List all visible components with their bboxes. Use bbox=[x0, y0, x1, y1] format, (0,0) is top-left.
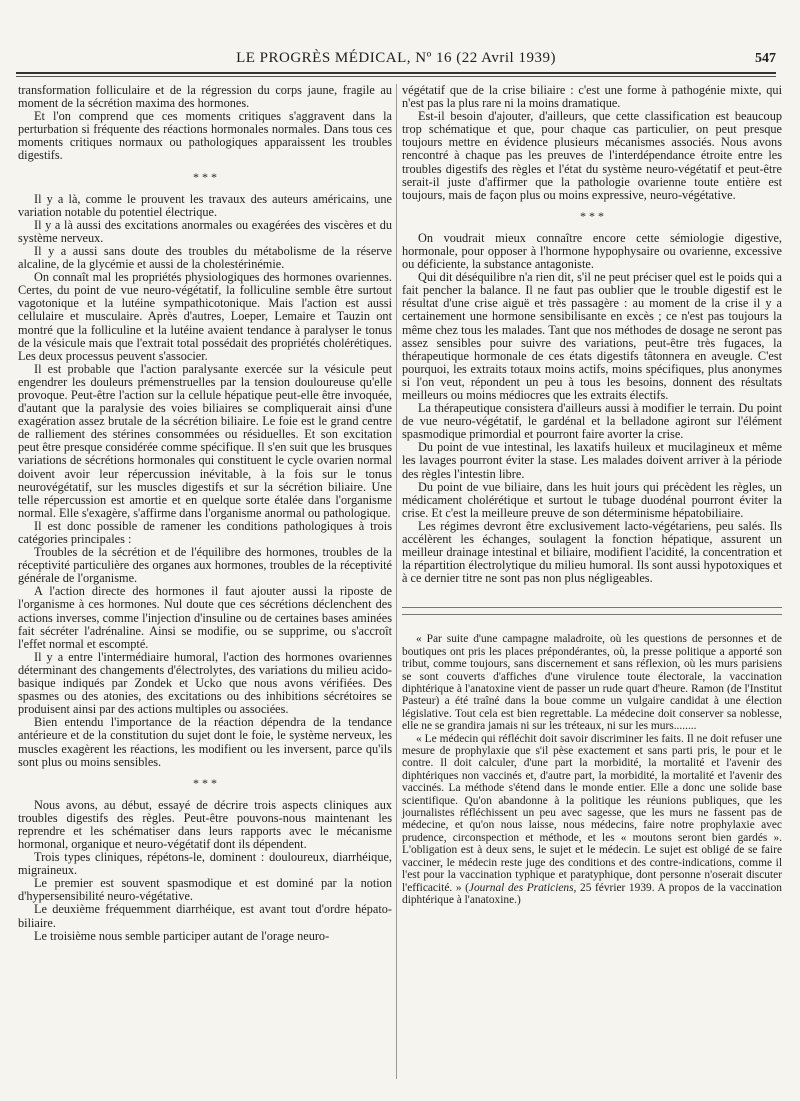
paragraph: Et l'on comprend que ces moments critiques s'aggravent dans la perturbation si fréquente des réactions hormonales normales. Dans tous ces moments critiques normaux ou pathologiques apparaissent les troubles digestifs. bbox=[18, 109, 392, 163]
quote-paragraph: « Par suite d'une campagne maladroite, où les questions de personnes et de boutiques ont pris les places prépondérantes, où, la presse politique a apporté son tribut, comme toujours, sans discernement et sans réflexion, où les murs parisiens se sont couverts d'affiches d'une virulence toute électorale, la vaccination diphtérique à l'anatoxine vient de passer un rude quart d'heure. Ramon (de l'Institut Pasteur) a été traîné dans la boue comme un vulgaire candidat à une élection législative. Tout cela est bien regrettable. La médecine doit conserver sa noblesse, elle ne se grandira jamais ni sur les tréteaux, ni sur les murs........ bbox=[402, 633, 782, 733]
paragraph: Du point de vue intestinal, les laxatifs huileux et mucilagineux et même les lavages pourront éviter la stase. Les malades doivent arriver à la période des règles l'intestin libre. bbox=[402, 440, 782, 481]
page-header bbox=[16, 50, 776, 74]
right-column bbox=[402, 84, 782, 906]
header-rule-thick bbox=[16, 72, 776, 74]
paragraph: Bien entendu l'importance de la réaction dépendra de la tendance antérieure et de la constitution du sujet dont le foie, le système nerveux, les muscles exagèrent les réactions, les modifient ou les inversent, parce qu'ils sont plus ou moins sensibles. bbox=[18, 715, 392, 769]
quote-text-end: , 25 février 1939. A propos de la vaccination diphtérique à l'anatoxine.) bbox=[402, 881, 782, 906]
paragraph: Le premier est souvent spasmodique et est dominé par la notion d'hypersensibilité neuro-végétative. bbox=[18, 876, 392, 904]
column-divider bbox=[396, 84, 397, 1079]
paragraph: Le troisième nous semble participer autant de l'orage neuro- bbox=[34, 928, 330, 943]
quote-source: Journal des Praticiens bbox=[468, 881, 574, 894]
section-separator-stars: * * * bbox=[193, 169, 217, 184]
paragraph: Il y a entre l'intermédiaire humoral, l'action des hormones ovariennes déterminant des changements d'électrolytes, des variations du milieu acido-basique indiqués par Zondek et Ucko que nous avons vérifiées. Des spasmes ou des atonies, des excitations ou des inhibitions sécrétoires se produisent ainsi par des actions multiples ou associées. bbox=[18, 649, 392, 717]
paragraph: Du point de vue biliaire, dans les huit jours qui précèdent les règles, un médicament cholérétique et surtout le tubage duodénal pourront éviter la crise. Et c'est la meilleure preuve de son déterminisme hépatobiliaire. bbox=[402, 479, 782, 520]
paragraph: Les régimes devront être exclusivement lacto-végétariens, peu salés. Ils accélèrent les échanges, soulagent la fonction hépatique, assurent un meilleur drainage intestinal et biliaire, modifient l'acidité, la concentration et la répartition électrolytique du milieu humoral. Ils sont aussi hypotoxiques et à ce dernier titre ne sont pas non plus négligeables. bbox=[402, 518, 782, 586]
paragraph: La thérapeutique consistera d'ailleurs aussi à modifier le terrain. Du point de vue neuro-végétatif, le gardénal et la belladone agiront sur l'élément spasmodique primordial et pourront faire avorter la crise. bbox=[402, 401, 782, 442]
page-number: 547 bbox=[755, 51, 776, 66]
paragraph: transformation folliculaire et de la régression du corps jaune, fragile au moment de la sécrétion maxima des hormones. bbox=[18, 83, 392, 111]
paragraph: A l'action directe des hormones il faut ajouter aussi la riposte de l'organisme à ces hormones. Nul doute que ces sécrétions déclenchent des actions inverses, comme l'injection d'insuline ou de certaines bases aminées fait sécréter l'adrénaline. Ainsi se modifie, ou se supprime, ou s'accroît l'effet normal et escompté. bbox=[18, 584, 392, 651]
paragraph: On voudrait mieux connaître encore cette sémiologie digestive, hormonale, pour opposer à l'hormone hypophysaire ou ovarienne, excessive ou déficiente, la substance antagoniste. bbox=[402, 230, 782, 272]
paragraph: Le deuxième fréquemment diarrhéique, est avant tout d'ordre hépato-biliaire. bbox=[18, 902, 392, 930]
section-separator-stars: * * * bbox=[193, 775, 217, 790]
paragraph: Il est probable que l'action paralysante exercée sur la vésicule peut engendrer les douleurs prémenstruelles par la tension douloureuse qu'elle provoque. Peut-être l'action sur la cellule hépatique peut-elle être invoquée, d'autant que la paralysie des voies biliaires se compliquerait ainsi d'une exagération assez brutale de la sécrétion biliaire. Le foie est le grand centre de ralliement des stérines consommées ou résiduelles. Et son excitation peut être presque considérée comme spécifique. Il s'en suit que les brusques variations de sécrétions hormonales qui constituent le cycle ovarien normal doivent avoir leur répercussion inévitable, à la fois sur le tonus neurovégétatif, sur les muscles digestifs et sur la sécrétion biliaire. Une telle répercussion est amortie et en quelque sorte étalée dans l'organisme normal. Elle s'exagère, s'affirme dans l'organisme anormal ou pathologique. bbox=[18, 361, 392, 520]
paragraph: On connaît mal les propriétés physiologiques des hormones ovariennes. Certes, du point de vue neuro-végétatif, la folliculine semble être surtout vagotonique et la lutéine sympathicotonique. Mais l'action est aussi cellulaire et musculaire. Après d'autres, Loeper, Lemaire et Tauzin ont montré que la folliculine et la lutéine avaient tendance à paralyser le tonus de la vésicule mais que l'extrait total possédait des propriétés cholérétiques. Les deux processus peuvent s'associer. bbox=[18, 270, 392, 363]
paragraph: Qui dit déséquilibre n'a rien dit, s'il ne peut préciser quel est le poids qui a fait pencher la balance. Il ne faut pas oublier que le trouble digestif est le résultat d'une crise aiguë et très passagère : au moment de la crise il y a certainement une hormone sensibilisante en excès ; ce n'est pas toujours la même chez tous les malades. Tant que nos méthodes de dosage ne seront pas assez sensibles pour suivre des variations, peut-être très fugaces, la thérapeutique hormonale de ces états digestifs tâtonnera en aveugle. C'est pourquoi, les extraits totaux moins actifs, moins spécifiques, plus anonymes si l'on veut, répondent un peu à tous les besoins, donnent des résultats meilleurs ou moins médiocres que les extraits électifs. bbox=[402, 270, 782, 402]
left-column bbox=[18, 84, 392, 943]
paragraph: Est-il besoin d'ajouter, d'ailleurs, que cette classification est beaucoup trop schématique et que, pour chaque cas particulier, on peut presque toujours mettre en évidence plusieurs mécanismes associés. Nous avons rencontré à chaque pas les preuves de l'interdépendance étroite entre les troubles digestifs des règles et l'état du système neuro-végétatif et peut-être serait-il juste d'affirmer que la pathologie ovarienne toute entière est toujours, mais de façon plus ou moins expressive, neuro-végétative. bbox=[402, 109, 782, 202]
header-rule-thin bbox=[16, 76, 776, 77]
paragraph: végétatif que de la crise biliaire : c'est une forme à pathogénie mixte, qui n'est pas la plus rare ni la moins dramatique. bbox=[402, 83, 782, 111]
paragraph: Il y a là, comme le prouvent les travaux des auteurs américains, une variation notable du potentiel électrique. bbox=[18, 191, 392, 219]
quote-separator bbox=[402, 607, 782, 615]
paragraph: Troubles de la sécrétion et de l'équilibre des hormones, troubles de la réceptivité particulière des organes aux hormones, troubles de la réceptivité générale de l'organisme. bbox=[18, 545, 392, 586]
paragraph: Trois types cliniques, répétons-le, dominent : douloureux, diarrhéique, migraineux. bbox=[18, 850, 392, 878]
quote-paragraph bbox=[402, 733, 782, 907]
quoted-extract bbox=[402, 633, 782, 906]
paragraph: Il y a aussi sans doute des troubles du métabolisme de la réserve alcaline, de la glycémie et aussi de la cholestérinémie. bbox=[18, 243, 392, 272]
paragraph: Il est donc possible de ramener les conditions pathologiques à trois catégories principales : bbox=[18, 518, 392, 546]
paragraph: Il y a là aussi des excitations anormales ou exagérées des viscères et du système nerveux. bbox=[18, 217, 392, 245]
quote-text: « Le médecin qui réfléchit doit savoir discriminer les faits. Il ne doit refuser une mesure de prophylaxie que s'il pèse exactement et sans parti pris, le pour et le contre. Il doit calculer, d'une part la morbidité, la mortalité et l'avenir des diphtériques non vaccinés et, d'autre part, la morbidité, la mortalité et l'avenir des vaccinés. La méthode s'étend dans le monde entier. Elle a donc une solide base scientifique. Qu'on abandonne à la politique les réunions publiques, que les journalistes réfléchissent un peu avec sagesse, que les murs ne fassent pas de médecine, et qu'on nous laisse, nous médecins, faire notre prophylaxie avec prudence, circonspection et méthode, et les « moutons seront bien gardés ». L'obligation est à deux sens, le sujet et le médecin. Le sujet est obligé de se faire vacciner, le médecin reste juge des conditions et des contre-indications, comme il l'est pour la vaccination typhique et paratyphique, dont personne n'oserait discuter l'efficacité. » ( bbox=[402, 732, 782, 894]
running-title: LE PROGRÈS MÉDICAL, Nº 16 (22 Avril 1939) bbox=[236, 50, 556, 66]
section-separator-stars: * * * bbox=[580, 208, 604, 223]
paragraph: Nous avons, au début, essayé de décrire trois aspects cliniques aux troubles digestifs des règles. Peut-être pouvons-nous maintenant les reprendre et les schématiser dans leurs rapports avec le mécanisme hormonal, organique et neuro-végétatif dont ils dépendent. bbox=[18, 797, 392, 851]
